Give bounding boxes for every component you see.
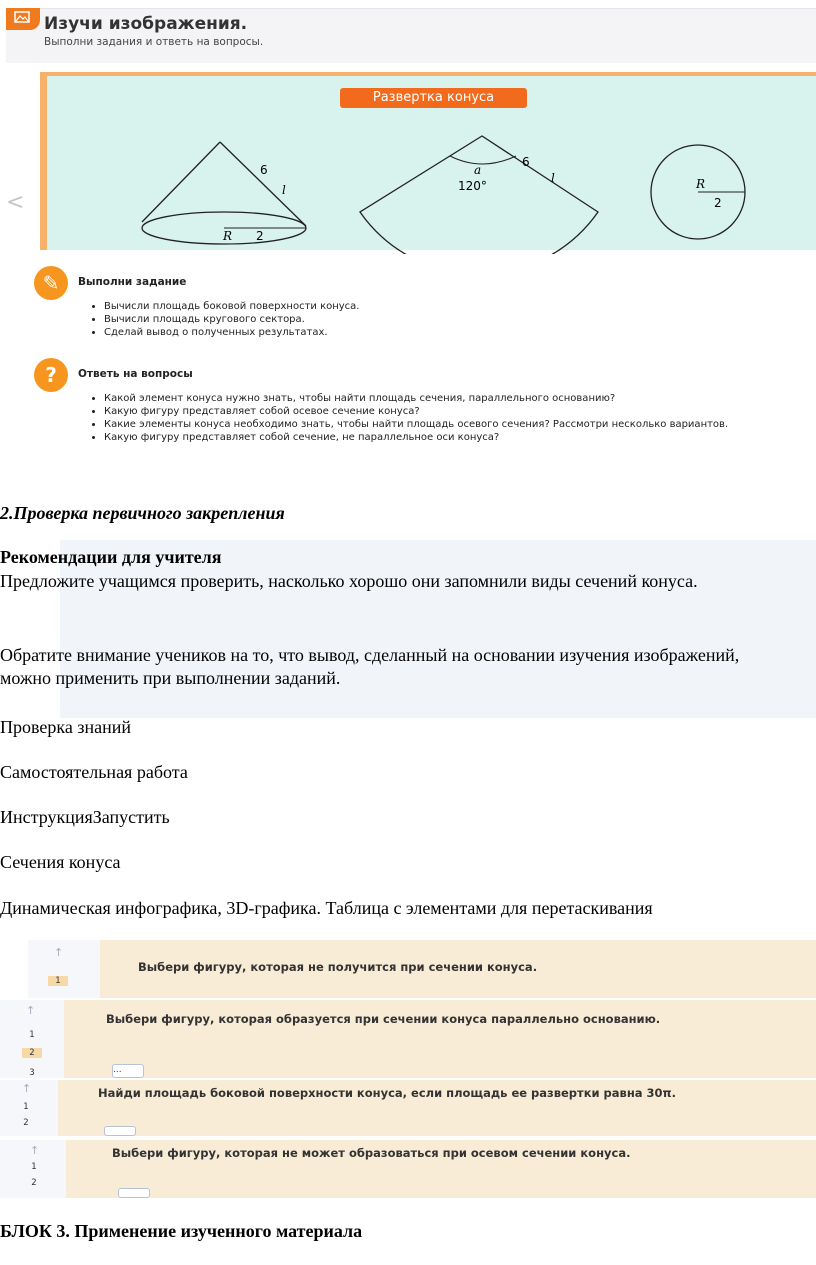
scroll-up-icon[interactable]: ↑ <box>54 946 64 959</box>
list-item: • Сделай вывод о полученных результатах. <box>104 326 804 339</box>
task-list <box>88 300 804 339</box>
quiz-question: Выбери фигуру, которая не может образоваться при осевом сечении конуса. <box>112 1146 631 1160</box>
answer-dropdown[interactable] <box>104 1126 136 1136</box>
recommendation-paragraph: Предложите учащимся проверить, насколько хорошо они запомнили виды сечений конуса. <box>0 571 698 591</box>
quiz-question: Выбери фигуру, которая образуется при сечении конуса параллельно основанию. <box>106 1012 661 1026</box>
quiz-question: Выбери фигуру, которая не получится при сечении конуса. <box>138 960 538 974</box>
cone-radius-value: 2 <box>256 229 264 243</box>
list-item: • Вычисли площадь кругового сектора. <box>104 313 804 326</box>
cone-radius-symbol: R <box>223 229 233 243</box>
question-number[interactable]: 2 <box>22 1048 42 1058</box>
question-number[interactable]: 3 <box>29 1068 35 1078</box>
quiz-question: Найди площадь боковой поверхности конуса, если площадь ее развертки равна 30π. <box>98 1086 677 1100</box>
header-title: Изучи изображения. <box>44 14 248 34</box>
base-circle-drawing <box>651 145 745 239</box>
sector-angle-value: 120° <box>458 179 487 193</box>
cone-development-figure <box>130 132 770 254</box>
recommendation-paragraph: Обратите внимание учеников на то, что вывод, сделанный на основании изучения изображений, можно применить при выполнении заданий. <box>0 645 740 688</box>
prev-slide-button[interactable]: < <box>6 190 25 215</box>
question-number[interactable]: 1 <box>29 1030 35 1040</box>
question-number[interactable]: 1 <box>31 1162 37 1172</box>
sector-drawing <box>360 136 598 254</box>
circle-radius-symbol: R <box>696 177 706 191</box>
question-icon: ? <box>34 358 68 392</box>
list-item: • Вычисли площадь боковой поверхности конуса. <box>104 300 804 313</box>
slide-title: Развертка конуса <box>340 88 527 108</box>
scroll-up-icon[interactable]: ↑ <box>22 1082 32 1095</box>
answer-dropdown[interactable]: ... <box>112 1064 144 1078</box>
cone-drawing <box>142 142 306 244</box>
list-item: • Какие элементы конуса необходимо знать, чтобы найти площадь осевого сечения? Рассмотри несколько вариантов. <box>104 418 804 431</box>
instruction-run-link[interactable]: ИнструкцияЗапустить <box>0 807 170 827</box>
text-line: Проверка знаний <box>0 717 131 737</box>
questions-title: Ответь на вопросы <box>78 368 193 380</box>
task-title: Выполни задание <box>78 276 187 288</box>
cone-slant-value: 6 <box>260 163 268 177</box>
question-number[interactable]: 1 <box>23 1102 29 1112</box>
list-item: • Какой элемент конуса нужно знать, чтобы найти площадь сечения, параллельного основанию? <box>104 392 804 405</box>
text-line: Динамическая инфографика, 3D-графика. Таблица с элементами для перетаскивания <box>0 898 653 918</box>
answer-dropdown[interactable] <box>118 1188 150 1198</box>
sector-angle-symbol: a <box>474 163 482 177</box>
image-icon <box>6 8 40 30</box>
cone-slant-symbol: l <box>282 183 286 197</box>
scroll-up-icon[interactable]: ↑ <box>26 1004 36 1017</box>
text-line: Самостоятельная работа <box>0 762 188 782</box>
sector-slant-symbol: l <box>551 171 555 185</box>
question-number[interactable]: 1 <box>48 976 68 986</box>
quiz-sidebar <box>28 940 100 998</box>
recommendation-title: Рекомендации для учителя <box>0 547 222 567</box>
header-subtitle: Выполни задания и ответь на вопросы. <box>44 36 264 48</box>
questions-list <box>88 392 804 444</box>
question-number[interactable]: 2 <box>23 1118 29 1128</box>
circle-radius-value: 2 <box>714 196 722 210</box>
pencil-icon: ✎ <box>34 266 68 300</box>
list-item: • Какую фигуру представляет собой сечение, не параллельное оси конуса? <box>104 431 804 444</box>
scroll-up-icon[interactable]: ↑ <box>30 1144 40 1157</box>
block-heading: БЛОК 3. Применение изученного материала <box>0 1221 363 1241</box>
section-heading: 2.Проверка первичного закрепления <box>0 503 285 523</box>
question-number[interactable]: 2 <box>31 1178 37 1188</box>
list-item: • Какую фигуру представляет собой осевое сечение конуса? <box>104 405 804 418</box>
sector-slant-value: 6 <box>522 155 530 169</box>
text-line: Сечения конуса <box>0 852 121 872</box>
